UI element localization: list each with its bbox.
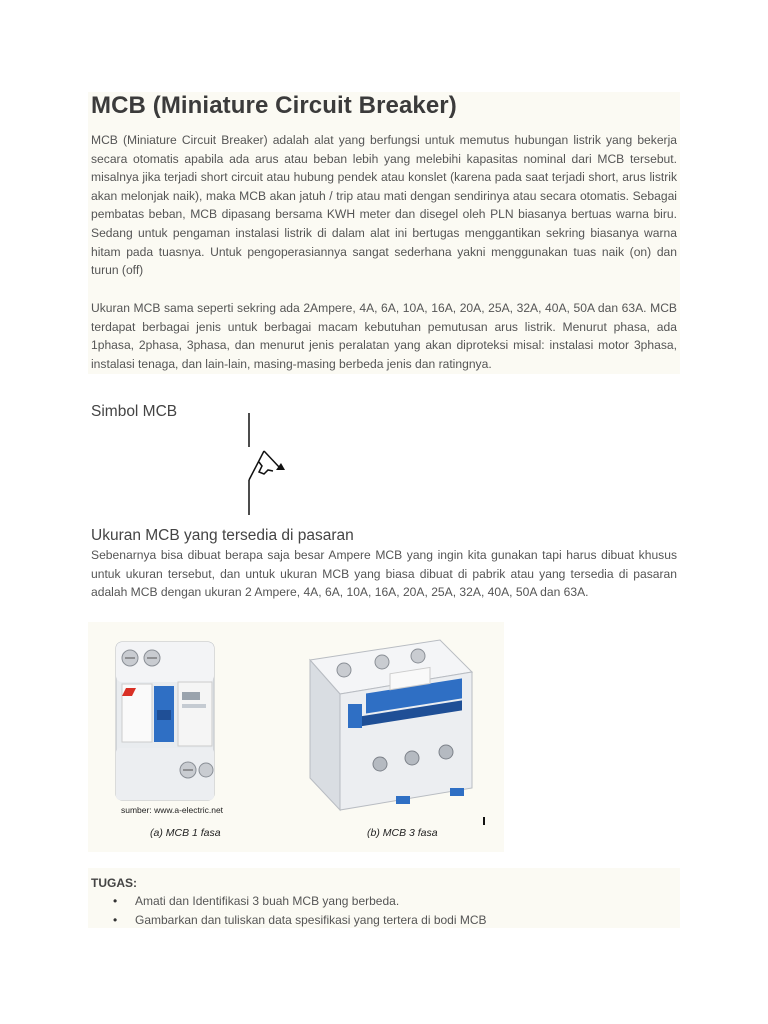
mcb-1-phase-image — [108, 636, 228, 804]
intro-paragraph-2: Ukuran MCB sama seperti sekring ada 2Ampere, 4A, 6A, 10A, 16A, 20A, 25A, 32A, 40A, 50A dan 63A. MCB terdapat berbagai jenis untuk berbagai macam kebutuhan pemutusan arus listrik. Menurut phasa, ada 1phasa, 2phasa, 3phasa, dan menurut jenis peralatan yang akan diproteksi misal: instalasi motor 3phasa, instalasi tenaga, dan lain-lain, masing-masing berbeda jenis dan ratingnya. — [91, 301, 677, 371]
symbol-heading: Simbol MCB — [91, 403, 178, 420]
list-item: • Gambarkan dan tuliskan data spesifikasi yang tertera di bodi MCB — [91, 911, 487, 930]
mcb-3-phase-image — [300, 628, 480, 818]
image-mark — [483, 817, 485, 825]
caption-mcb-1-phase: (a) MCB 1 fasa — [150, 827, 221, 839]
sizes-paragraph: Sebenarnya bisa dibuat berapa saja besar Ampere MCB yang ingin kita gunakan tapi harus dibuat khusus untuk ukuran tersebut, dan untuk ukuran MCB yang biasa dibuat di pabrik atau yang tersedia di pasaran adalah MCB dengan ukuran 2 Ampere, 4A, 6A, 10A, 16A, 20A, 25A, 32A, 40A, 50A dan 63A. — [91, 548, 677, 600]
sizes-heading: Ukuran MCB yang tersedia di pasaran — [91, 527, 354, 544]
image-source-credit: sumber: www.a-electric.net — [121, 805, 224, 815]
list-item: • Amati dan Identifikasi 3 buah MCB yang berbeda. — [91, 892, 487, 911]
intro-paragraph-1: MCB (Miniature Circuit Breaker) adalah alat yang berfungsi untuk memutus hubungan listrik yang bekerja secara otomatis apabila ada arus atau beban lebih yang melebihi kapasitas nominal dari MCB tersebut. misalnya jika terjadi short circuit atau hubung pendek atau konslet (karena pada saat terjadi short, arus listrik akan melonjak naik), maka MCB akan jatuh / trip atau mati dengan sendirinya atau secara otomatis. Sebagai pembatas beban, MCB dipasang bersama KWH meter dan disegel oleh PLN biasanya bertuas warna biru. Sedang untuk pengaman instalasi listrik di dalam alat ini bertugas menggantikan sekring biasanya warna hitam pada tuasnya. Untuk pengoperasiannya sangat sederhana yakni menggunakan tuas naik (on) dan turun (off) — [91, 133, 677, 278]
tugas-list — [91, 892, 487, 929]
tugas-title: TUGAS: — [91, 876, 137, 890]
caption-mcb-3-phase: (b) MCB 3 fasa — [367, 827, 438, 839]
page-title: MCB (Miniature Circuit Breaker) — [91, 92, 457, 119]
mcb-symbol-icon — [238, 410, 298, 520]
